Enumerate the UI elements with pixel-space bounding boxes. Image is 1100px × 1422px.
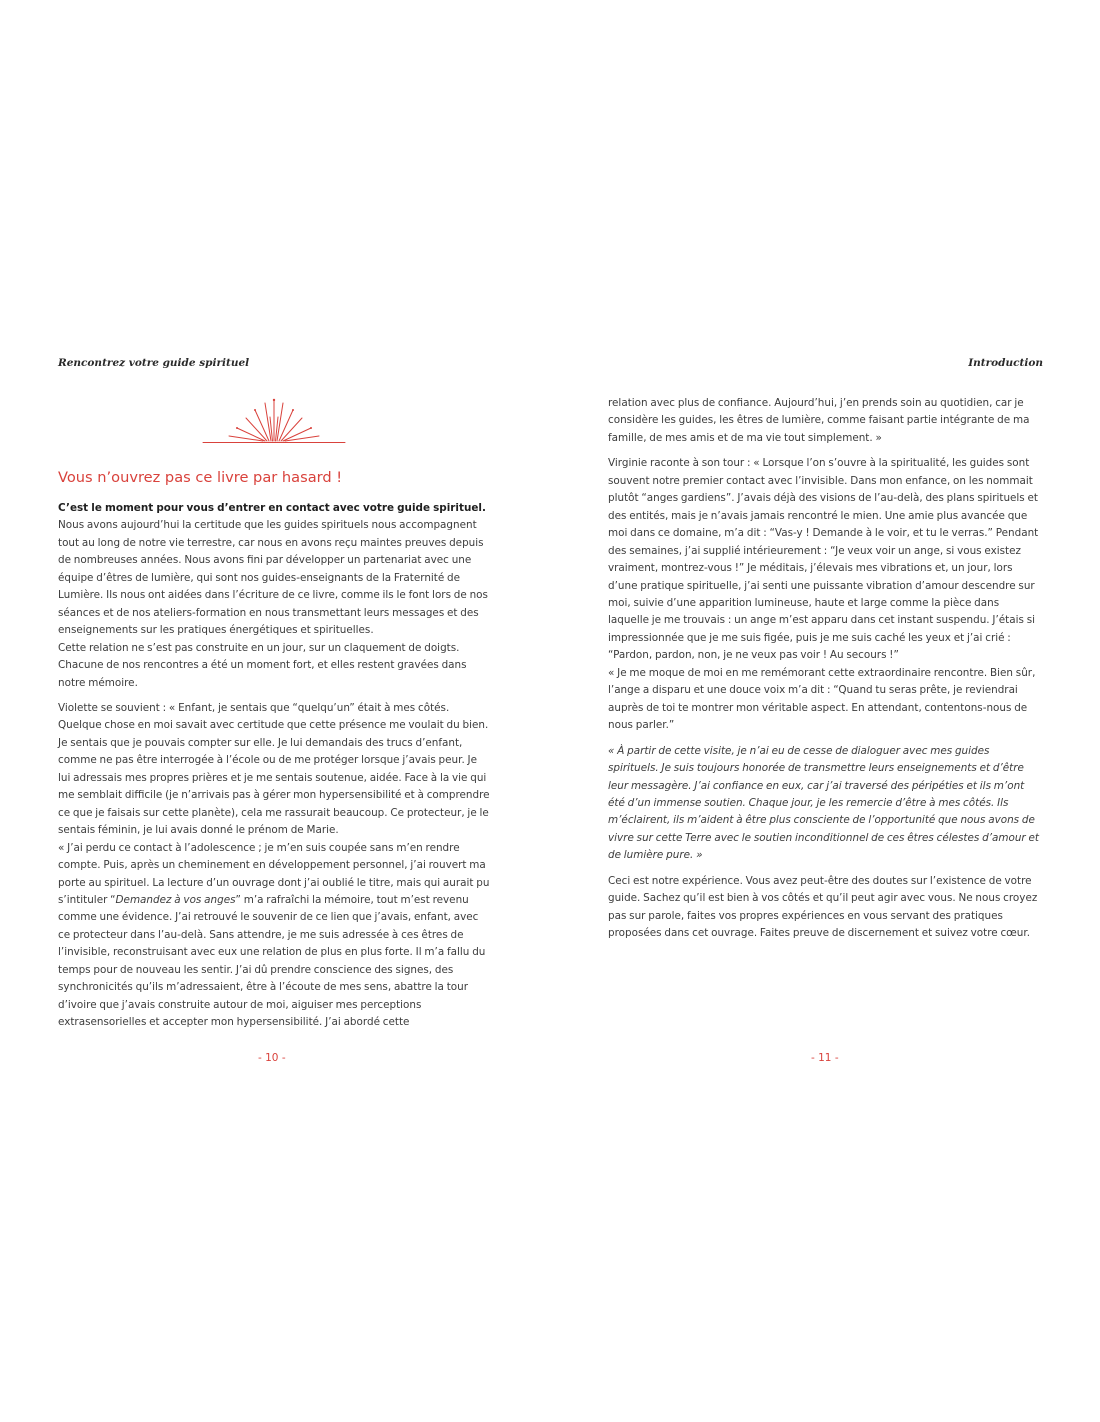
paragraph-text: « J’ai perdu ce contact à l’adolescence ; je m’en suis coupée sans m’en rendre compte. Puis, après un cheminement en développement personnel, j’ai rouvert ma porte au spirituel. La lecture d’un ouvrage dont j’ai oublié le titre, mais qui aurait pu s’intituler “ (58, 841, 490, 906)
book-title-citation: Demandez à vos anges (115, 893, 236, 906)
right-page-body (608, 395, 1040, 951)
running-head-left: Rencontrez votre guide spirituel (58, 357, 250, 369)
paragraph (58, 840, 490, 1032)
paragraph: Ceci est notre expérience. Vous avez peut-être des doutes sur l’existence de votre guide. Sachez qu’il est bien à vos côtés et qu’il peut agir avec vous. Ne nous croyez pas sur parole, faites vos propres expériences en vous servant des pratiques proposées dans cet ouvrage. Faites preuve de discernement et suivez votre cœur. (608, 874, 1038, 940)
chapter-title: Vous n’ouvrez pas ce livre par hasard ! (58, 469, 343, 486)
paragraph: relation avec plus de confiance. Aujourd’hui, j’en prends soin au quotidien, car je considère les guides, les êtres de lumière, comme faisant partie intégrante de ma famille, de mes amis et de ma vie tout simplement. » (608, 397, 1030, 444)
page-number-left: - 10 - (258, 1052, 286, 1064)
sunburst-ornament-icon (201, 397, 347, 447)
lead-sentence: C’est le moment pour vous d’entrer en contact avec votre guide spirituel. (58, 502, 486, 514)
running-head-right: Introduction (968, 357, 1043, 369)
paragraph: « Je me moque de moi en me remémorant cette extraordinaire rencontre. Bien sûr, l’ange a disparu et une douce voix m’a dit : “Quand tu seras prête, je reviendrai auprès de toi te montrer mon véritable aspect. En attendant, contentons-nous de nous parler.” (608, 666, 1036, 732)
paragraph (58, 500, 490, 640)
page-number-right: - 11 - (811, 1052, 839, 1064)
paragraph-text: ” m’a rafraîchi la mémoire, tout m’est revenu comme une évidence. J’ai retrouvé le souvenir de ce lien que j’avais, enfant, avec ce protecteur dans l’au-delà. Sans attendre, je me suis adressée à ces êtres de l’invisible, reconstruisant avec eux une relation de plus en plus forte. Il m’a fallu du temps pour de nouveau les sentir. J’ai dû prendre conscience des signes, des synchronicités qu’ils m’adressaient, être à l’écoute de mes sens, abattre la tour d’ivoire que j’avais construite autour de moi, aiguiser mes perceptions extrasensorielles et accepter mon hypersensibilité. J’ai abordé cette (58, 893, 486, 1029)
paragraph-text: Nous avons aujourd’hui la certitude que les guides spirituels nous accompagnent tout au long de notre vie terrestre, car nous en avons reçu maintes preuves depuis de nombreuses années. Nous avons fini par développer un partenariat avec une équipe d’êtres de lumière, qui sont nos guides-enseignants de la Fraternité de Lumière. Ils nous ont aidées dans l’écriture de ce livre, comme ils le font lors de nos séances et de nos ateliers-formation en nous transmettant leurs messages et des enseignements sur les pratiques énergétiques et spirituelles. (58, 519, 488, 637)
italic-quote: « À partir de cette visite, je n’ai eu de cesse de dialoguer avec mes guides spirituels. Je suis toujours honorée de transmettre leurs enseignements et d’être leur messagère. J’ai confiance en eux, car j’ai traversé des péripéties et ils m’ont été d’un immense soutien. Chaque jour, je les remercie d’être à mes côtés. Ils m’éclairent, ils m’aident à être plus consciente de l’opportunité que nous avons de vivre sur cette Terre avec le soutien inconditionnel de ces êtres célestes d’amour et de lumière pure. » (608, 744, 1039, 862)
left-page-body (58, 500, 490, 1040)
paragraph: Violette se souvient : « Enfant, je sentais que “quelqu’un” était à mes côtés. Quelque chose en moi savait avec certitude que cette présence me voulait du bien. Je sentais que je pouvais compter sur elle. Je lui demandais des trucs d’enfant, comme ne pas être interrogée à l’école ou de me protéger lorsque j’avais peur. Je lui adressais mes propres prières et je me sentais soutenue, aidée. Face à la vie qui me semblait difficile (je n’arrivais pas à gérer mon hypersensibilité et à comprendre ce que je faisais sur cette planète), cela me rassurait beaucoup. Ce protecteur, je le sentais féminin, je lui avais donné le prénom de Marie. (58, 701, 490, 837)
paragraph: Virginie raconte à son tour : « Lorsque l’on s’ouvre à la spiritualité, les guides sont souvent notre premier contact avec l’invisible. Dans mon enfance, on les nommait plutôt “anges gardiens”. J’avais déjà des visions de l’au-delà, des plans spirituels et des entités, mais je n’avais jamais rencontré le mien. Une amie plus avancée que moi dans ce domaine, m’a dit : “Vas-y ! Demande à le voir, et tu le verras.” Pendant des semaines, j’ai supplié intérieurement : “Je veux voir un ange, si vous existez vraiment, montrez-vous !” Je méditais, j’élevais mes vibrations et, un jour, lors d’une pratique spirituelle, j’ai senti une puissante vibration d’amour descendre sur moi, suivie d’une apparition lumineuse, haute et large comme la pièce dans laquelle je me trouvais : un ange m’est apparu dans cet instant suspendu. J’étais si impressionnée que je me suis figée, puis je me suis caché les yeux et j’ai crié : “Pardon, pardon, non, je ne veux pas voir ! Au secours !” (608, 457, 1039, 662)
paragraph: Cette relation ne s’est pas construite en un jour, sur un claquement de doigts. Chacune de nos rencontres a été un moment fort, et elles restent gravées dans notre mémoire. (58, 641, 467, 689)
